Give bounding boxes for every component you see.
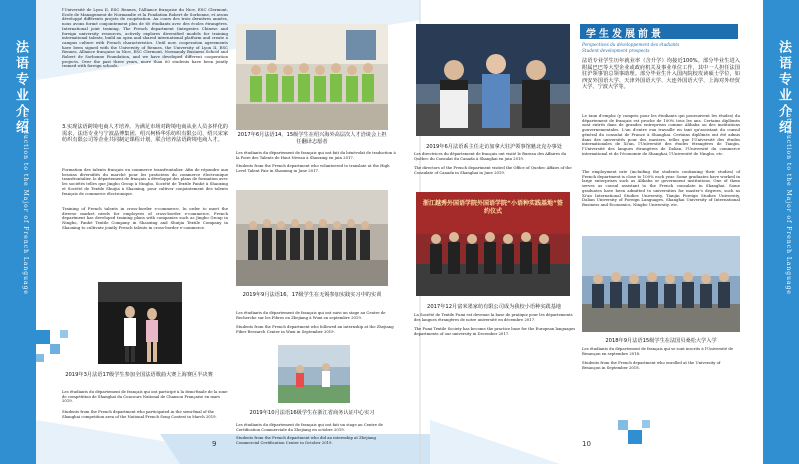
deco-square: [36, 354, 44, 362]
prospects-french: Le taux d'emploi (y compris pour les étudiants qui poursuivent les études) du département de français est proche de 100% tous les ans. Certains diplômés sont entrés dans de grandes entreprises comme Alibaba ou des institutions gouvernementales. L'un d'entre eux travaille en tant qu'assistant du consul général du consulat de France à Shanghai. Certains diplômés ont été admis dans des universités pour des masters, telles que l'Université des études internationales de Xi'an, l'Université des études étrangères de Tianjin, l'Université des langues étrangères de Dalian, l'Université du commerce international et de l'économie de Shanghai, l'Université de Ningbo, etc.: [582, 113, 740, 156]
photo-besancon: [582, 236, 740, 332]
photo-song-contest-caption-cn: 2019年3月法语17级学生参加全国法语歌曲大赛上海赛区半决赛: [65, 372, 213, 378]
photo-volunteers-caption-cn: 2017年6月法语14、15级学生在绍兴海外高层次人才洽谈会上担任翻译志愿者: [237, 132, 387, 145]
photo-song-contest-caption-fr: Les étudiants du département de français qui ont participé à la demi-finale de la zone de compétition de Shanghai du Concours National de Chanson Française en mars 2019.: [62, 389, 228, 404]
page-number-10: 10: [582, 440, 591, 448]
left-sidebar-title: 法语专业介绍: [13, 40, 28, 136]
right-sidebar-subtitle: Introduction to the Major of French Language: [785, 110, 792, 295]
photo-wuxi-caption-fr: Les étudiants du département de français qui ont suivi un stage au Centre de Recherche sur les Fibres en Zhejiang à Wuxi en septembre 2019.: [236, 310, 386, 320]
photo-volunteers-caption-fr: Les étudiants du département de français qui ont fait du bénévolat de traduction à la Foire des Talents de Haut Niveau à Shaoxing en juin 2017.: [236, 150, 396, 160]
deco-square: [60, 330, 68, 338]
prospects-english: The employment rate (including the students continuing their studies) of French department is close to 100% each year. Some graduates have worked in large enterprises such as Alibaba or government institutions. One of them serves as consul assistant to the French consulate in Shanghai. Some graduates have been admitted to universities for master's degrees, such as Xi'an International Studies University, Tianjin Foreign Studies University, Dalian University of Foreign Languages, Shanghai University of International Business and Economics, Ningbo University, etc.: [582, 169, 740, 207]
photo-commercial-center: [278, 345, 350, 403]
photo-consulate-caption-cn: 2019年6月法语系主任走访加拿大驻沪领事馆魁北克办事处: [426, 144, 562, 150]
photo-wuxi-caption-cn: 2019年9月法语16、17级学生在无锡参加实践实习中的实训: [242, 292, 382, 298]
deco-square: [618, 420, 628, 430]
photo-practice-base: [416, 192, 570, 296]
photo-wuxi-caption-en: Students from the French department who followed an internship at the Zhejiang Fiber Research Center in Wuxi in September 2019.: [236, 324, 394, 334]
photo-consulate-visit: [416, 24, 570, 136]
section3-chinese: 3.实现法语跨境电商人才培养。为满足市场对跨境电商从业人员多样化的需求，法语专业与宁波晶博集团、绍兴柯桥华乐纺织有限公司、绍兴宋家纺织有限公司等企业共同制定课程计划，联合培养法语跨境电商人才。: [62, 124, 229, 144]
prospects-chinese: 法语专业学生历年就业率（含升学）均接近100%。部分毕业生进入附属巴巴等大型企业或政府机关及事业单位工作，其中一人担任法国驻沪领事馆总领事助理。部分毕业生升入国内院校攻读硕士学位，如西安外国语大学、天津外国语大学、大连外国语大学、上海对外经贸大学、宁波大学等。: [582, 58, 740, 91]
heading-box: [580, 24, 738, 39]
photo-practice-base-caption-cn: 2017年12月富米墨家纺有限公司成为我校小语种实践基地: [427, 304, 561, 310]
photo-consulate-caption-fr: Les directrices du département de français ont visité le Bureau des Affaires du Québec du Consulat du Canada à Shanghai en juin 2019.: [414, 151, 567, 161]
photo-besancon-caption-fr: Les étudiants du département de français qui se sont inscrits à l'Université de Besançon en septembre 2018.: [582, 346, 733, 356]
photo-commercial-caption-cn: 2019年10月法语16级学生在浙江省商务认证中心实习: [249, 410, 375, 416]
heading-french: Perspectives du développement des étudiants: [582, 42, 680, 47]
photo-consulate-caption-en: The directors of the French department visited the Office of Quebec Affairs of the Consulate of Canada in Shanghai in June 2019.: [414, 165, 572, 175]
photo-commercial-caption-en: Students from the French department who did an internship at Zhejiang Commercial Certification Center in October 2019.: [236, 435, 376, 445]
photo-volunteers-caption-en: Students from the French department who volunteered to translate at the High Level Talent Fair in Shaoxing in June 2017.: [236, 163, 390, 173]
photo-commercial-caption-fr: Les étudiants du département de français qui ont fait un stage au Centre de Certification Commerciale du Zhejiang en octobre 2019.: [236, 422, 383, 432]
page-number-9: 9: [212, 440, 217, 448]
right-sidebar-title: 法语专业介绍: [776, 40, 791, 136]
photo-wuxi-internship: [236, 190, 388, 286]
practice-base-banner: 浙江越秀外国语学院外国语学院“小语种实践基地”签约仪式: [423, 200, 563, 215]
heading-english: Student development prospects: [582, 48, 650, 53]
section3-french: Formation des talents français en commerce transfrontalier. Afin de répondre aux besoins diversifiés du marché pour les praticiens du commerce électronique transfrontalier, le département de français a développé des plans de formation avec les sociétés telles que Jingbo Group à Ningbo, Société de Textile Fanhé à Shaoxing et Société de Textile Shuijia à Shaoxing, pour cultiver conjointement des talents français de commerce électronique.: [62, 167, 228, 196]
left-sidebar-subtitle: Introduction to the Major of French Language: [22, 110, 29, 295]
deco-square: [628, 430, 642, 444]
photo-practice-base-caption-en: The Fumi Textile Society has become the practice base for the European languages departments of our university in December 2017.: [414, 326, 576, 336]
photo-song-contest-caption-en: Students from the French department who participated in the semi-final of the Shanghai competition area of the National French Song Contest in March 2019.: [62, 409, 217, 419]
heading-chinese: 学生发展前景: [586, 29, 664, 40]
intro-paragraph: l'Université de Lyon II, ESC Rennes, l'Alliance française du Nice, ESC Clermont, Ecole de Management de Normandie et la Fondation Robert de Sorbonne, et avons développé différents projets de coopération. Au cours des trois dernières années, nous avons formé conjointement plus de 60 étudiants avec des écoles étrangères. International joint training. The French department (integrates Chinese and foreign university resources, actively explores diversified models for training international talents, build an open and shared international platform and create a campus culture with French characteristics. Until now, cooperation agreements have been signed with the University of Rennes, the University of Lyon II, ESC Rennes, Alliance française in Nice, ESC Clermont, Normandy Business School and Robert de Sorbonne Foundation, and we have developed different cooperation projects. Over the past three years, more than 60 students have been jointly trained with foreign schools.: [62, 7, 228, 69]
deco-square: [50, 344, 60, 354]
photo-besancon-caption-en: Students from the French department who enrolled at the University of Besançon in September 2018.: [582, 360, 721, 370]
section3-english: Training of French talents in cross-border e-commerce. In order to meet the diverse market needs for employees of cross-border e-commerce, French department has developed training plans with companies such as Jingbo Group in Ningbo, Fanhé Textile Company in Shaoxing and Shuijia Textile Company in Shaoxing to cultivate jointly French talents in cross-border e-commerce.: [62, 206, 228, 230]
deco-square: [642, 420, 650, 428]
deco-square: [36, 330, 50, 344]
photo-practice-base-caption-fr: La Société de Textile Fumi est devenue la base de pratique pour les départements des langues étrangères de notre université en décembre 2017.: [414, 312, 573, 322]
photo-besancon-caption-cn: 2018年9月法语15级学生在法国贝桑松大学入学: [605, 338, 717, 344]
photo-volunteers-group: [236, 24, 388, 130]
photo-song-contest: [98, 282, 182, 364]
